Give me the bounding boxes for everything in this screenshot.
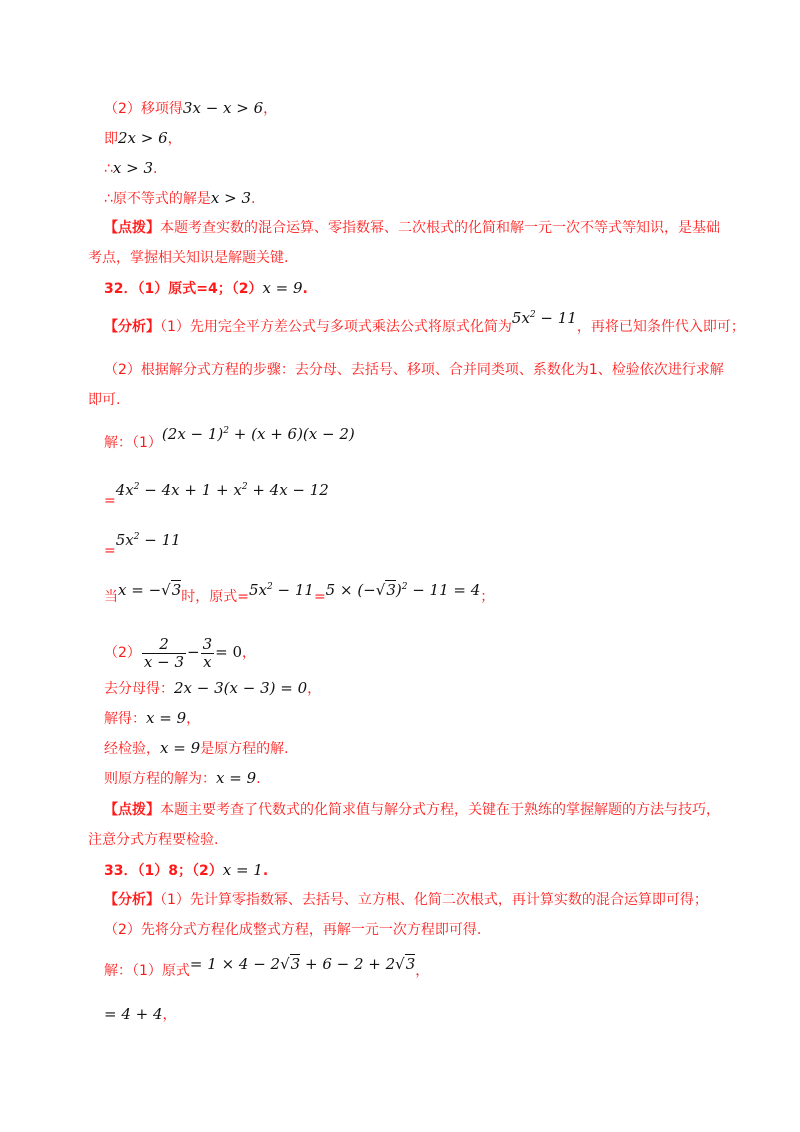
fraction	[142, 636, 186, 671]
solution-32-1	[104, 425, 355, 453]
math-part: 5x	[248, 581, 267, 599]
answer-label: 33．（1）8；（2）	[104, 863, 223, 879]
tip-paragraph-1-cont	[88, 248, 288, 268]
math-expression: 2x > 6	[118, 129, 168, 147]
punctuation: ，	[167, 131, 182, 147]
tip-text: 注意分式方程要检验.	[88, 832, 219, 848]
math-part: − 4x + 1 + x	[139, 481, 242, 499]
step-solution	[104, 188, 255, 209]
punctuation: .	[262, 863, 269, 879]
radicand: 3	[405, 955, 416, 973]
exponent: 2	[133, 482, 140, 492]
text-label: 则原方程的解为：	[104, 771, 216, 787]
text-label: 经检验，	[104, 741, 160, 757]
exponent: 2	[223, 426, 230, 436]
text-label: 解：（1）	[104, 435, 162, 451]
text-label: 去分母得：	[104, 681, 174, 697]
equals-sign: =	[104, 543, 116, 559]
solution-32-2	[104, 632, 256, 672]
punctuation: ，	[415, 963, 430, 979]
check-step	[104, 738, 289, 759]
tip-paragraph-1	[104, 218, 720, 238]
math-part: 5x	[115, 531, 134, 549]
exponent: 2	[401, 582, 408, 592]
text-label: ∴原不等式的解是	[104, 191, 211, 207]
punctuation: ，	[242, 645, 257, 661]
step-move-terms	[104, 98, 277, 119]
math-expression: x = 9	[262, 279, 303, 297]
numerator: 3	[202, 634, 213, 653]
math-expression: x = 1	[222, 861, 263, 879]
radicand: 3	[386, 581, 396, 599]
text-label: 时，原式=	[181, 589, 249, 605]
text-label: 即	[104, 131, 118, 147]
answer-32	[104, 278, 308, 299]
text-label: （2）移项得	[104, 101, 183, 117]
punctuation: .	[153, 161, 158, 177]
math-part: )	[395, 581, 402, 599]
analysis-text: 即可.	[88, 392, 121, 408]
answer-33	[104, 860, 268, 881]
numerator: 2	[142, 636, 186, 654]
exponent: 2	[529, 310, 536, 320]
tip-tag: 【点拨】	[104, 220, 160, 236]
radicand: 3	[290, 955, 301, 973]
math-expression: x > 3	[210, 189, 252, 207]
minus-sign: −	[187, 643, 200, 661]
tip-paragraph-2-cont	[88, 830, 218, 850]
analysis-text: （1）先计算零指数幂、去括号、立方根、化简二次根式，再计算实数的混合运算即可得；	[160, 892, 708, 908]
tip-tag: 【点拨】	[104, 802, 160, 818]
equals-sign: =	[313, 589, 326, 605]
math-expression: = 1 × 4 − 2√3 + 6 − 2 + 2√3	[189, 955, 416, 973]
tip-text: 本题主要考查了代数式的化简求值与解分式方程，关键在于熟练的掌握解题的方法与技巧，	[160, 802, 720, 818]
denominator: x − 3	[143, 652, 185, 671]
text-label: （2）	[104, 645, 141, 661]
math-part: − 11	[272, 581, 314, 599]
analysis-33-part2	[104, 920, 481, 940]
final-answer-step	[104, 768, 261, 789]
expand-step	[104, 481, 329, 509]
fraction-equation	[141, 634, 243, 671]
substitution-step	[104, 581, 495, 607]
result-step	[104, 1004, 177, 1025]
math-expression: x = −√3	[118, 581, 182, 599]
exponent: 2	[267, 582, 273, 592]
fraction	[201, 636, 215, 671]
math-expression: 2x − 3(x − 3) = 0	[174, 679, 308, 697]
analysis-text: （2）先将分式方程化成整式方程，再解一元一次方程即可得.	[104, 922, 482, 938]
exponent: 2	[241, 482, 248, 492]
simplified-step	[104, 531, 181, 559]
analysis-tag: 【分析】	[104, 892, 160, 908]
solution-33-1	[104, 955, 430, 981]
denominator: x	[203, 652, 212, 671]
punctuation: ；	[480, 589, 495, 605]
analysis-text: （2）根据解分式方程的步骤：去分母、去括号、移项、合并同类项、系数化为1、检验依次进行求解	[104, 362, 724, 378]
math-part: 4x	[115, 481, 134, 499]
punctuation: ，	[307, 681, 322, 697]
exponent: 2	[133, 532, 140, 542]
step-therefore	[104, 158, 157, 179]
equals-sign: =	[104, 493, 116, 509]
analysis-33	[104, 890, 708, 910]
math-part: + 4x − 12	[247, 481, 329, 499]
math-expression	[249, 581, 314, 599]
math-expression: x = 9	[160, 739, 201, 757]
text-label: 解得：	[104, 711, 146, 727]
math-part: = 1 × 4 − 2	[189, 955, 281, 973]
math-expression: $5 \times (-√3)^2 - 11 = 4$	[325, 581, 481, 599]
clear-denominator-step	[104, 678, 321, 699]
math-part: − 11	[139, 531, 181, 549]
punctuation: ，	[186, 711, 201, 727]
punctuation: ，	[263, 101, 278, 117]
punctuation: .	[302, 281, 308, 297]
punctuation: ，	[162, 1007, 177, 1023]
math-part: − 11	[535, 309, 577, 327]
answer-label: 32．（1）原式=4；（2）	[104, 281, 263, 297]
math-expression: x = 9	[216, 769, 257, 787]
tip-text: 考点，掌握相关知识是解题关键.	[88, 250, 289, 266]
radicand: 3	[171, 581, 182, 599]
math-part: x = −	[118, 581, 162, 599]
text-label: 当	[104, 589, 118, 605]
math-part: + 6 − 2 + 2	[300, 955, 396, 973]
analysis-text: ，再将已知条件代入即可；	[576, 319, 745, 335]
math-part: + (x + 6)(x − 2)	[229, 425, 355, 443]
solve-step	[104, 708, 200, 729]
step-simplify	[104, 128, 182, 149]
text-label: 解：（1）原式	[104, 963, 190, 979]
math-expression	[116, 531, 181, 549]
analysis-tag: 【分析】	[104, 319, 160, 335]
analysis-32	[104, 309, 745, 337]
analysis-32-part2	[104, 360, 724, 380]
analysis-32-part2-cont	[88, 390, 120, 410]
tip-text: 本题考查实数的混合运算、零指数幂、二次根式的化简和解一元一次不等式等知识，是基础	[160, 220, 720, 236]
analysis-text: （1）先用完全平方差公式与多项式乘法公式将原式化简为	[160, 319, 512, 335]
math-part: 5 × (−	[325, 581, 376, 599]
math-part: (2x − 1)	[161, 425, 224, 443]
math-expression: x = 9	[146, 709, 187, 727]
math-expression	[512, 309, 577, 327]
equals-zero: = 0	[215, 643, 243, 661]
punctuation: .	[256, 771, 261, 787]
math-part: 5x	[511, 309, 530, 327]
math-expression	[116, 481, 329, 499]
math-expression	[162, 425, 355, 443]
text-label: 是原方程的解.	[200, 741, 289, 757]
math-expression: 3x − x > 6	[182, 99, 264, 117]
math-part: − 11 = 4	[407, 581, 481, 599]
tip-paragraph-2	[104, 800, 720, 820]
therefore-symbol: ∴	[104, 161, 113, 177]
punctuation: .	[251, 191, 256, 207]
math-expression: x > 3	[112, 159, 154, 177]
math-expression: = 4 + 4	[104, 1005, 163, 1023]
